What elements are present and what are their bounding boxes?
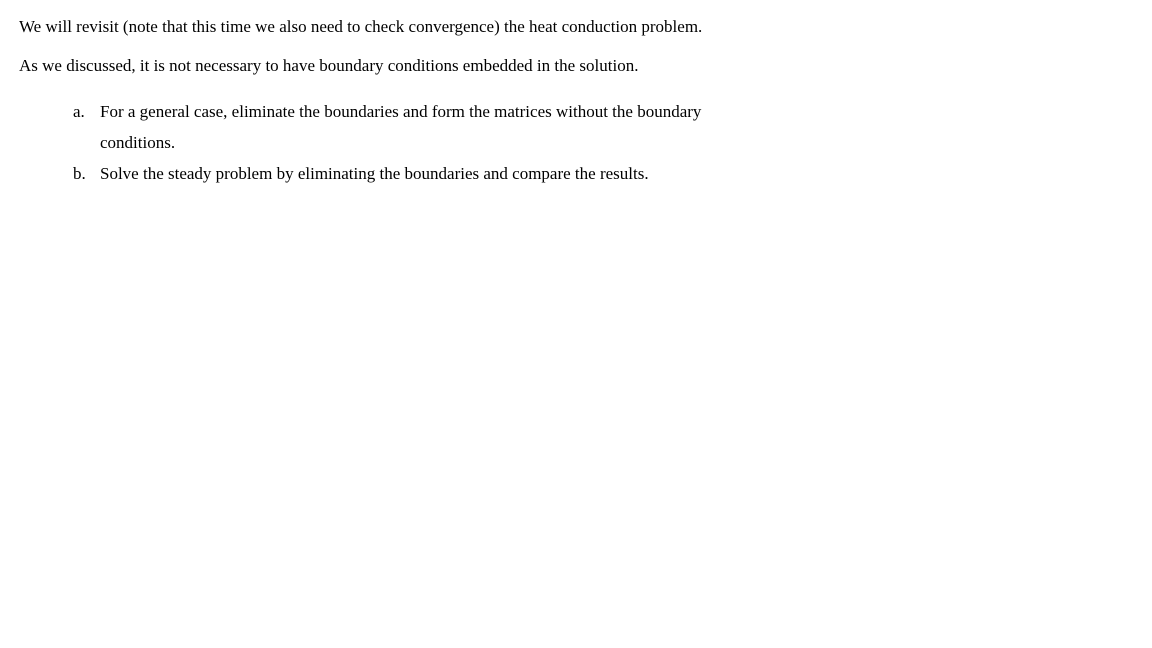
- list-marker-a: a.: [73, 102, 85, 121]
- list-item-a-line-1: For a general case, eliminate the boundaries and form the matrices without the boundary: [100, 102, 702, 121]
- list-item-a-line-2: conditions.: [100, 133, 176, 152]
- list-item-b-line-1: Solve the steady problem by eliminating the boundaries and compare the results.: [100, 164, 649, 183]
- list-marker-b: b.: [73, 164, 86, 183]
- discussion-paragraph: As we discussed, it is not necessary to have boundary conditions embedded in the solution.: [19, 56, 639, 75]
- intro-paragraph: We will revisit (note that this time we also need to check convergence) the heat conduction problem.: [19, 17, 703, 36]
